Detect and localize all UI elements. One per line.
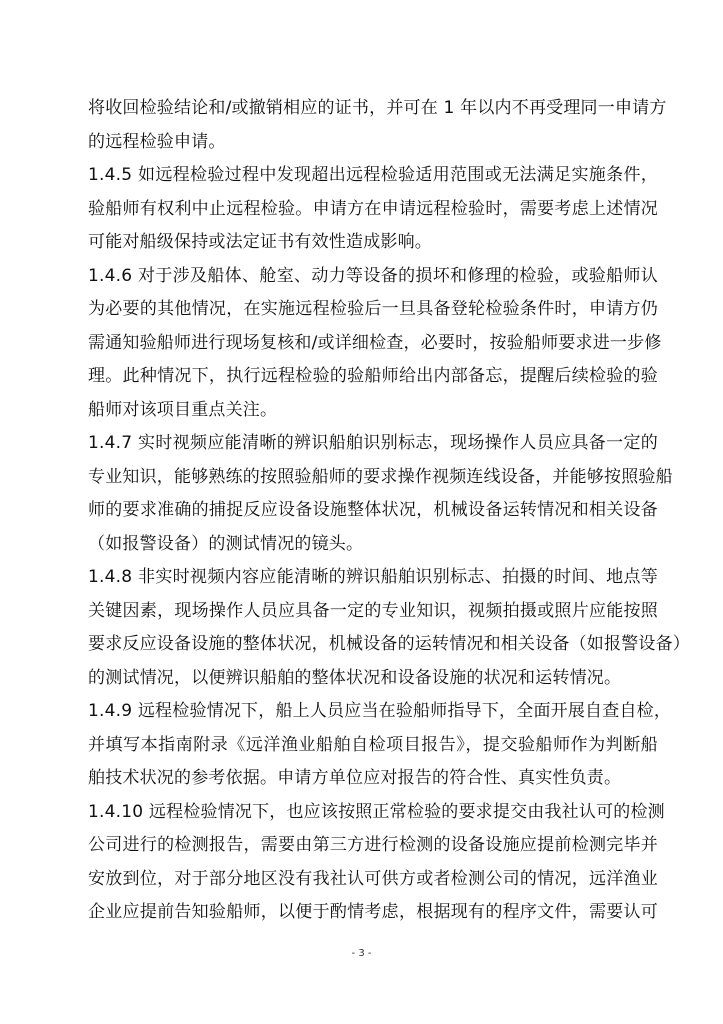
text-line: 舶技术状况的参考依据。申请方单位应对报告的符合性、真实性负责。 [88, 768, 622, 788]
text-line: 师的要求准确的捕捉反应设备设施整体状况，机械设备运转情况和相关设备 [88, 500, 658, 520]
text-line: 公司进行的检测报告，需要由第三方进行检测的设备设施应提前检测完毕并 [88, 835, 658, 855]
page-number: - 3 - [351, 948, 372, 959]
text-line: 1.4.9 远程检验情况下，船上人员应当在验船师指导下，全面开展自查自检， [88, 701, 672, 721]
text-line: 1.4.8 非实时视频内容应能清晰的辨识船舶识别标志、拍摄的时间、地点等 [88, 567, 658, 587]
text-line: 的远程检验申请。 [88, 131, 226, 152]
text-line: 安放到位，对于部分地区没有我社认可供方或者检测公司的情况，远洋渔业 [88, 868, 658, 889]
text-line: 可能对船级保持或法定证书有效性造成影响。 [88, 232, 432, 252]
text-line: 为必要的其他情况，在实施远程检验后一旦具备登轮检验条件时，申请方仍 [88, 299, 658, 319]
text-line: 要求反应设备设施的整体状况，机械设备的运转情况和相关设备（如报警设备） [88, 634, 690, 654]
text-line: 企业应提前告知验船师，以便于酌情考虑，根据现有的程序文件，需要认可 [88, 902, 658, 922]
text-line: 理。此种情况下，执行远程检验的验船师给出内部备忘，提醒后续检验的验 [88, 366, 658, 386]
text-line: 1.4.7 实时视频应能清晰的辨识船舶识别标志，现场操作人员应具备一定的 [88, 433, 658, 453]
text-line: 1.4.5 如远程检验过程中发现超出远程检验适用范围或无法满足实施条件， [88, 165, 658, 185]
text-line: 的测试情况，以便辨识船舶的整体状况和设备设施的状况和运转情况。 [88, 667, 622, 688]
text-line: 专业知识，能够熟练的按照验船师的要求操作视频连线设备，并能够按照验船 [88, 466, 673, 487]
body-text [88, 92, 690, 930]
text-line: 并填写本指南附录《远洋渔业船舶自检项目报告》，提交验船师作为判断船 [88, 734, 658, 755]
text-line: 将收回检验结论和/或撤销相应的证书，并可在 1 年以内不再受理同一申请方 [88, 98, 667, 118]
text-line: 1.4.10 远程检验情况下，也应该按照正常检验的要求提交由我社认可的检测 [88, 801, 665, 822]
text-line: 船师对该项目重点关注。 [88, 399, 278, 420]
text-line: 需通知验船师进行现场复核和/或详细检查，必要时，按验船师要求进一步修 [88, 332, 662, 353]
text-line: 1.4.6 对于涉及船体、舱室、动力等设备的损坏和修理的检验，或验船师认 [88, 265, 658, 286]
text-line: 验船师有权利中止远程检验。申请方在申请远程检验时，需要考虑上述情况 [88, 198, 658, 219]
text-line: （如报警设备）的测试情况的镜头。 [88, 533, 364, 554]
text-line: 关键因素，现场操作人员应具备一定的专业知识，视频拍摄或照片应能按照 [88, 600, 658, 621]
